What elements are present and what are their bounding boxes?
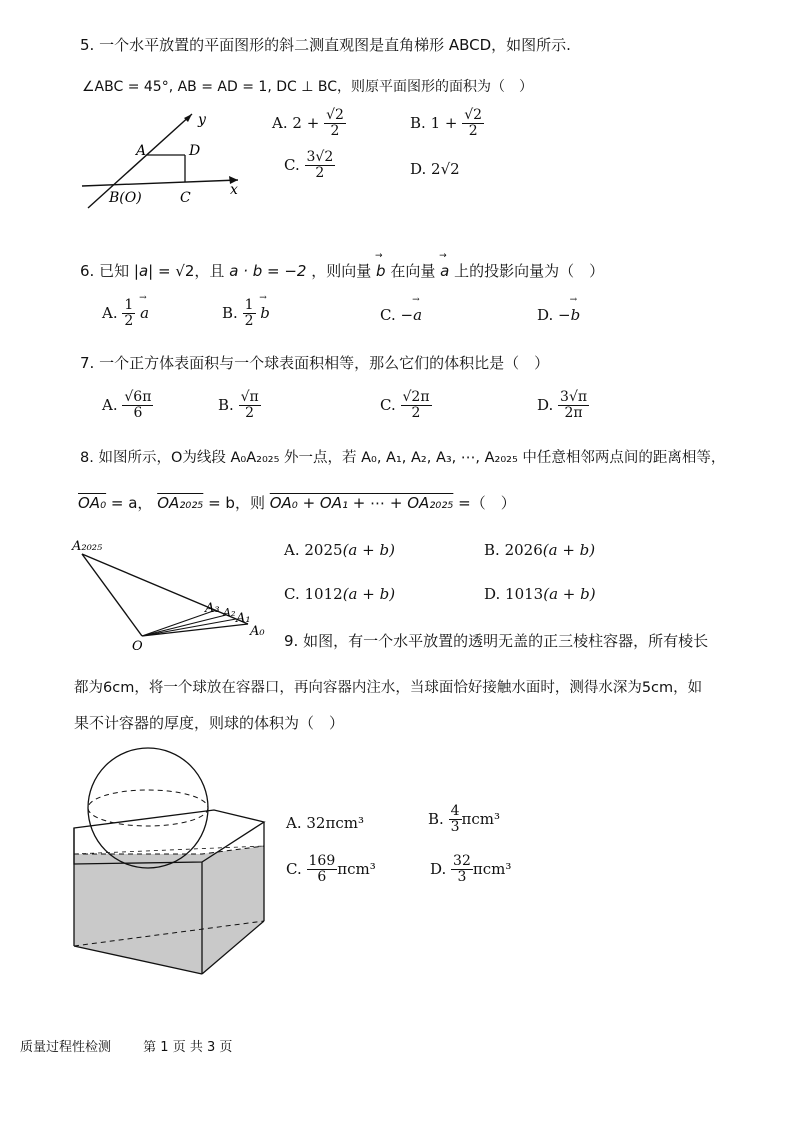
q5-option-d[interactable] (410, 160, 460, 178)
numerator: 169 (308, 853, 336, 869)
option-expression: (a + b) (342, 585, 396, 603)
q9-sphere-equator (88, 790, 208, 826)
q8-label-a0: A₀ (250, 624, 265, 639)
q8-label-o: O (132, 639, 143, 652)
q8-number: 8. (80, 450, 94, 466)
q5-x-axis (82, 180, 238, 186)
q8-eq-end: =（ ） (458, 494, 516, 512)
q9-text-2: 都为6cm，将一个球放在容器口，再向容器内注水，当球面恰好接触水面时，测得水深为5cm，如 (74, 680, 703, 696)
footer-page: 第 1 页 共 3 页 (143, 1040, 233, 1055)
q9-sphere (88, 748, 208, 868)
q9-line2 (74, 676, 702, 697)
q9-option-a[interactable] (286, 814, 364, 832)
option-vector: → a (413, 306, 422, 324)
q5-line1 (80, 34, 571, 55)
q6-text-a: 已知 (99, 262, 130, 280)
q9-text-3: 果不计容器的厚度，则球的体积为（ ） (74, 714, 345, 732)
option-fraction (558, 390, 589, 422)
option-letter: C. (286, 859, 302, 878)
option-coefficient: 1012 (304, 585, 343, 603)
q9-text-1: 如图，有一个水平放置的透明无盖的正三棱柱容器，所有棱长 (303, 632, 709, 650)
option-fraction (451, 854, 473, 886)
q8-line1 (80, 446, 725, 467)
q7-number: 7. (80, 354, 95, 372)
q8-label-a3: A₃ (205, 601, 220, 616)
option-fraction (243, 298, 256, 330)
q8-text: 如图所示，O为线段 A₀A₂₀₂₅ 外一点，若 A₀, A₁, A₂, A₃, ⋯, A₂₀₂₅ 中任意相邻两点间的距离相等， (98, 450, 726, 466)
option-fraction (324, 108, 346, 140)
numerator: 3√2 (306, 149, 334, 165)
footer-title: 质量过程性检测 (20, 1040, 112, 1055)
q6-dot-product: a · b = −2 (229, 262, 307, 280)
q8-figure (70, 536, 280, 652)
q6-number: 6. (80, 262, 95, 280)
q8-option-b[interactable] (484, 541, 595, 559)
denominator: 2 (330, 123, 340, 140)
option-letter: B. (222, 303, 238, 322)
q6-abs-a: |a| (133, 262, 154, 280)
option-coefficient: 1013 (505, 585, 544, 603)
denominator: 6 (133, 405, 143, 422)
option-letter: A. (102, 395, 118, 414)
q5-option-b[interactable] (410, 108, 484, 140)
q8-eq-a: = a， (110, 494, 153, 512)
numerator: 4 (450, 803, 460, 819)
q5-figure (80, 110, 250, 210)
option-fraction (305, 150, 336, 182)
denominator: 2π (564, 405, 583, 422)
denominator: 3 (450, 819, 460, 836)
option-letter: C. (284, 155, 300, 174)
denominator: 2 (124, 313, 134, 330)
q6-option-a[interactable] (102, 298, 149, 330)
option-fraction (122, 390, 153, 422)
denominator: 2 (411, 405, 421, 422)
q6-option-c[interactable] (380, 306, 422, 324)
q9-number: 9. (284, 632, 299, 650)
option-letter: A. (286, 814, 302, 832)
q6-text-c: ，则向量 (311, 262, 372, 280)
option-sign: − (400, 306, 414, 324)
option-letter: D. (484, 585, 501, 603)
q8-option-d[interactable] (484, 585, 596, 603)
q6-stem (80, 260, 604, 281)
option-letter: A. (272, 113, 288, 132)
option-prefix: 1 + (430, 113, 458, 132)
q8-label-a2025: A₂₀₂₅ (72, 539, 103, 554)
option-letter: D. (410, 160, 427, 178)
option-letter: D. (537, 395, 554, 414)
q5-line2 (82, 76, 533, 96)
q8-option-c[interactable] (284, 585, 395, 603)
option-expression: (a + b) (542, 541, 596, 559)
q6-option-b[interactable] (222, 298, 270, 330)
denominator: 2 (468, 123, 478, 140)
option-letter: B. (410, 113, 426, 132)
option-letter: D. (537, 306, 554, 324)
option-fraction (462, 108, 484, 140)
q7-option-c[interactable] (380, 390, 432, 422)
q8-label-a1: A₁ (236, 611, 251, 626)
q8-vector-oa0: OA₀ (78, 494, 107, 512)
q6-text-b: = √2，且 (157, 262, 225, 280)
q9-line1 (284, 630, 708, 651)
option-fraction (122, 298, 135, 330)
option-letter: C. (380, 395, 396, 414)
option-fraction (307, 854, 338, 886)
option-unit: πcm³ (472, 859, 512, 878)
option-expression: (a + b) (342, 541, 395, 559)
numerator: √6π (124, 389, 152, 405)
option-value: 2√2 (431, 160, 460, 178)
numerator: √2 (326, 107, 344, 123)
option-unit: πcm³ (461, 809, 500, 828)
denominator: 2 (245, 405, 255, 422)
q9-option-d[interactable] (430, 854, 511, 886)
option-expression: (a + b) (543, 585, 596, 603)
q7-option-a[interactable] (102, 390, 153, 422)
option-coefficient: 2025 (304, 541, 343, 559)
numerator: √π (240, 389, 259, 405)
q5-label-d: D (189, 143, 201, 159)
denominator: 3 (457, 869, 467, 886)
q9-option-c[interactable] (286, 854, 376, 886)
option-coefficient: 2026 (504, 541, 543, 559)
option-fraction (401, 390, 432, 422)
denominator: 2 (244, 313, 254, 330)
q5-conditions: ∠ABC = 45°, AB = AD = 1, DC ⊥ BC，则原平面图形的面积为（ ） (82, 79, 534, 95)
q8-line2 (78, 492, 516, 513)
numerator: √2π (402, 389, 430, 405)
numerator: √2 (464, 107, 483, 123)
q5-option-a[interactable] (272, 108, 346, 140)
q7-option-b[interactable] (218, 390, 261, 422)
q5-option-c[interactable] (284, 150, 335, 182)
option-letter: B. (218, 395, 234, 414)
q8-option-a[interactable] (284, 541, 395, 559)
numerator: 1 (244, 297, 254, 313)
option-sign: − (558, 306, 571, 324)
q7-option-d[interactable] (537, 390, 589, 422)
q5-label-c: C (180, 190, 191, 206)
q9-figure (62, 746, 282, 978)
numerator: 32 (453, 853, 471, 869)
numerator: 3√π (560, 389, 588, 405)
option-value: 32π (306, 814, 336, 832)
option-letter: C. (380, 306, 396, 324)
option-vector: → a (140, 304, 149, 322)
q8-label-a2: A₂ (223, 606, 236, 619)
denominator: 6 (317, 869, 327, 886)
option-letter: A. (102, 303, 118, 322)
q5-text: 一个水平放置的平面图形的斜二测直观图是直角梯形 ABCD，如图所示. (99, 36, 571, 54)
q9-water (74, 846, 264, 974)
q5-label-a: A (136, 143, 147, 159)
q8-line-o-a2 (142, 615, 226, 636)
q6-vector-a: → a (440, 262, 449, 280)
q9-option-b[interactable] (428, 804, 500, 836)
q7-text: 一个正方体表面积与一个球表面积相等，那么它们的体积比是（ ） (99, 354, 550, 372)
option-fraction (449, 804, 462, 836)
denominator: 2 (315, 165, 325, 182)
q9-line3 (74, 712, 344, 733)
option-fraction (239, 390, 261, 422)
q6-vector-b: → b (376, 262, 386, 280)
q6-text-e: 上的投影向量为（ ） (454, 262, 605, 280)
option-prefix: 2 + (292, 113, 320, 132)
option-letter: D. (430, 859, 447, 878)
q5-label-y: y (198, 112, 206, 128)
option-unit: cm³ (335, 814, 364, 832)
numerator: 1 (124, 297, 134, 313)
q5-number: 5. (80, 36, 95, 54)
q7-stem (80, 352, 549, 373)
option-vector: → b (260, 304, 270, 322)
q8-eq-b: = b，则 (208, 494, 265, 512)
q6-text-d: 在向量 (390, 262, 436, 280)
q8-vector-oa2025: OA₂₀₂₅ (157, 494, 204, 512)
footer (20, 1036, 232, 1055)
option-vector: → b (571, 306, 581, 324)
option-letter: A. (284, 541, 300, 559)
q5-label-x: x (230, 182, 238, 198)
q5-label-b: B(O) (109, 190, 142, 206)
option-unit: πcm³ (337, 859, 376, 878)
option-letter: B. (484, 541, 500, 559)
option-letter: C. (284, 585, 300, 603)
option-letter: B. (428, 809, 444, 828)
q6-option-d[interactable] (537, 306, 580, 324)
q8-vector-sum: OA₀ + OA₁ + ⋯ + OA₂₀₂₅ (269, 494, 454, 512)
